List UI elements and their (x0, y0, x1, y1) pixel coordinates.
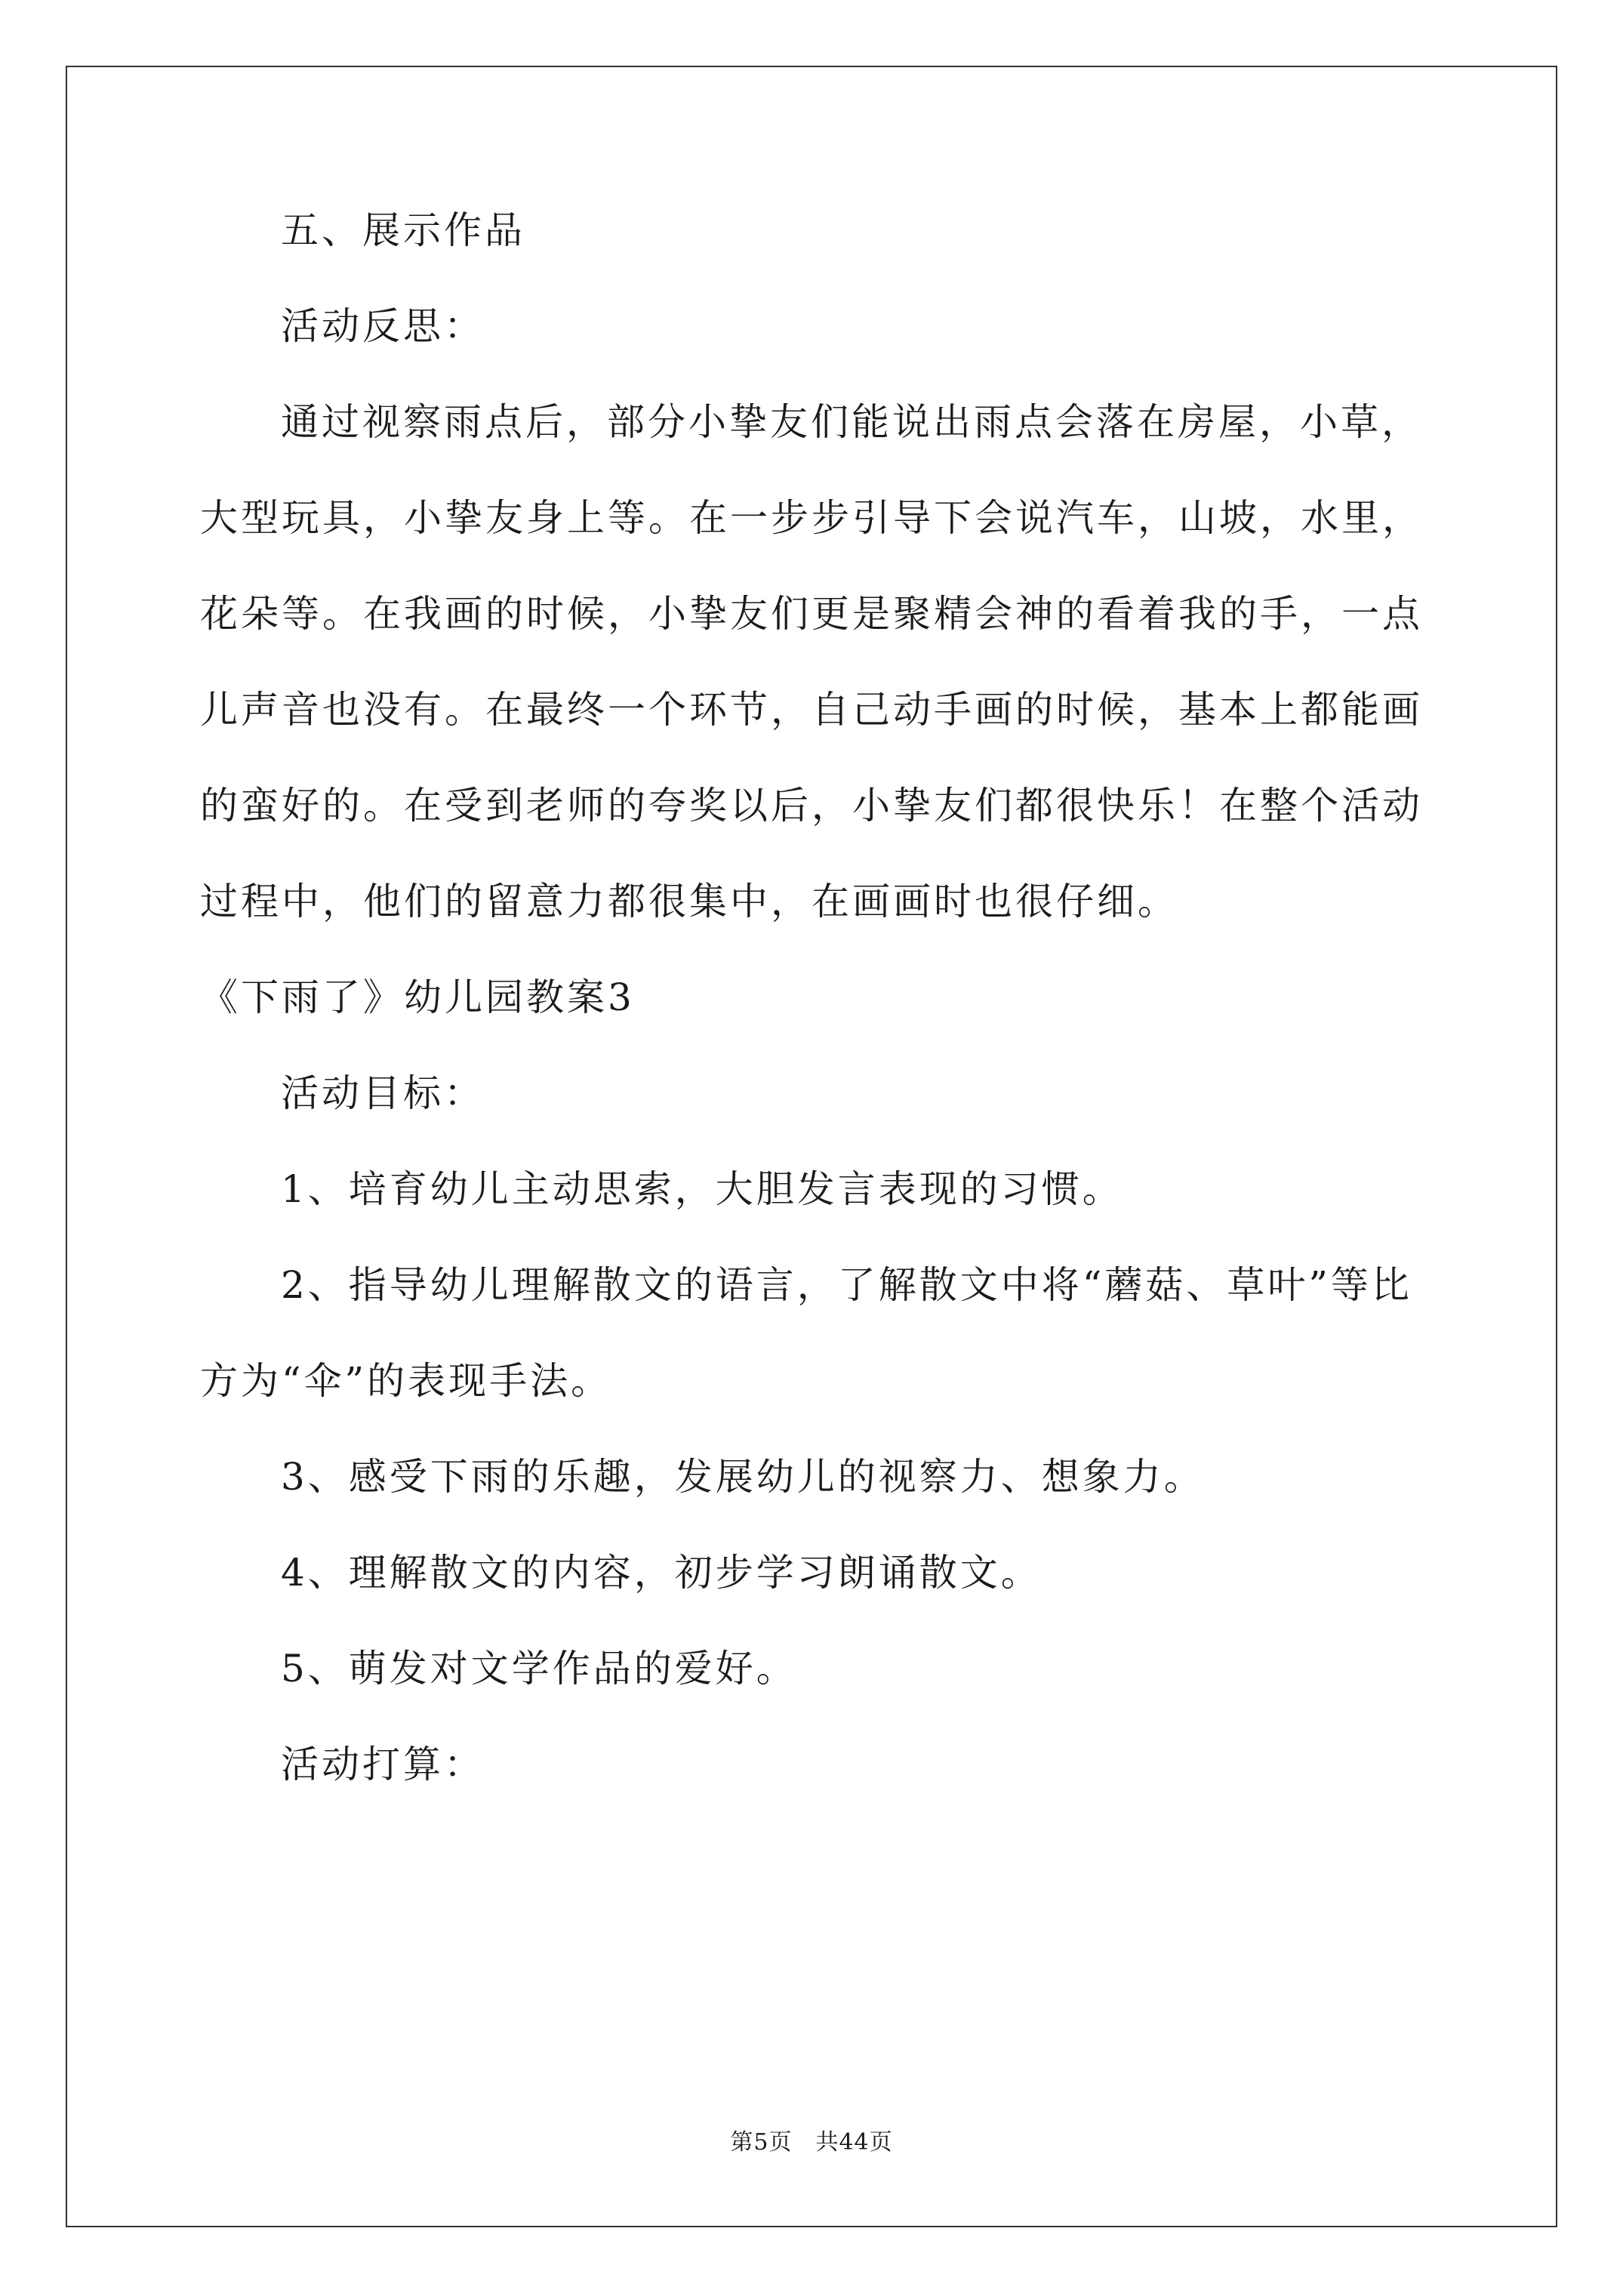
page-number-footer: 第5页 共44页 (730, 2129, 893, 2156)
reflection-paragraph-line-6: 过程中，他们的留意力都很集中，在画画时也很仔细。 (200, 880, 1178, 923)
lesson-plan-title: 《下雨了》幼儿园教案3 (200, 975, 635, 1019)
section-heading-reflection: 活动反思： (281, 304, 485, 348)
objective-item-5: 5、萌发对文学作品的爱好。 (281, 1647, 797, 1690)
section-heading-objectives: 活动目标： (281, 1071, 485, 1115)
reflection-paragraph-line-1: 通过视察雨点后，部分小挚友们能说出雨点会落在房屋，小草， (281, 400, 1422, 444)
reflection-paragraph-line-4: 儿声音也没有。在最终一个环节，自己动手画的时候，基本上都能画 (200, 688, 1423, 732)
section-heading-showcase: 五、展示作品 (281, 208, 525, 252)
objective-item-3: 3、感受下雨的乐趣，发展幼儿的视察力、想象力。 (281, 1455, 1205, 1499)
reflection-paragraph-line-2: 大型玩具，小挚友身上等。在一步步引导下会说汽车，山坡，水里， (200, 496, 1423, 540)
section-heading-preparation: 活动打算： (281, 1743, 485, 1786)
objective-item-1: 1、培育幼儿主动思索，大胆发言表现的习惯。 (281, 1167, 1123, 1211)
objective-item-4: 4、理解散文的内容，初步学习朗诵散文。 (281, 1551, 1042, 1595)
reflection-paragraph-line-5: 的蛮好的。在受到老师的夸奖以后，小挚友们都很快乐！在整个活动 (200, 784, 1423, 827)
document-body (200, 204, 1438, 1834)
objective-item-2-line-1: 2、指导幼儿理解散文的语言，了解散文中将“蘑菇、草叶”等比 (281, 1263, 1412, 1307)
reflection-paragraph-line-3: 花朵等。在我画的时候，小挚友们更是聚精会神的看着我的手，一点 (200, 592, 1423, 636)
objective-item-2-line-2: 方为“伞”的表现手法。 (200, 1359, 612, 1403)
